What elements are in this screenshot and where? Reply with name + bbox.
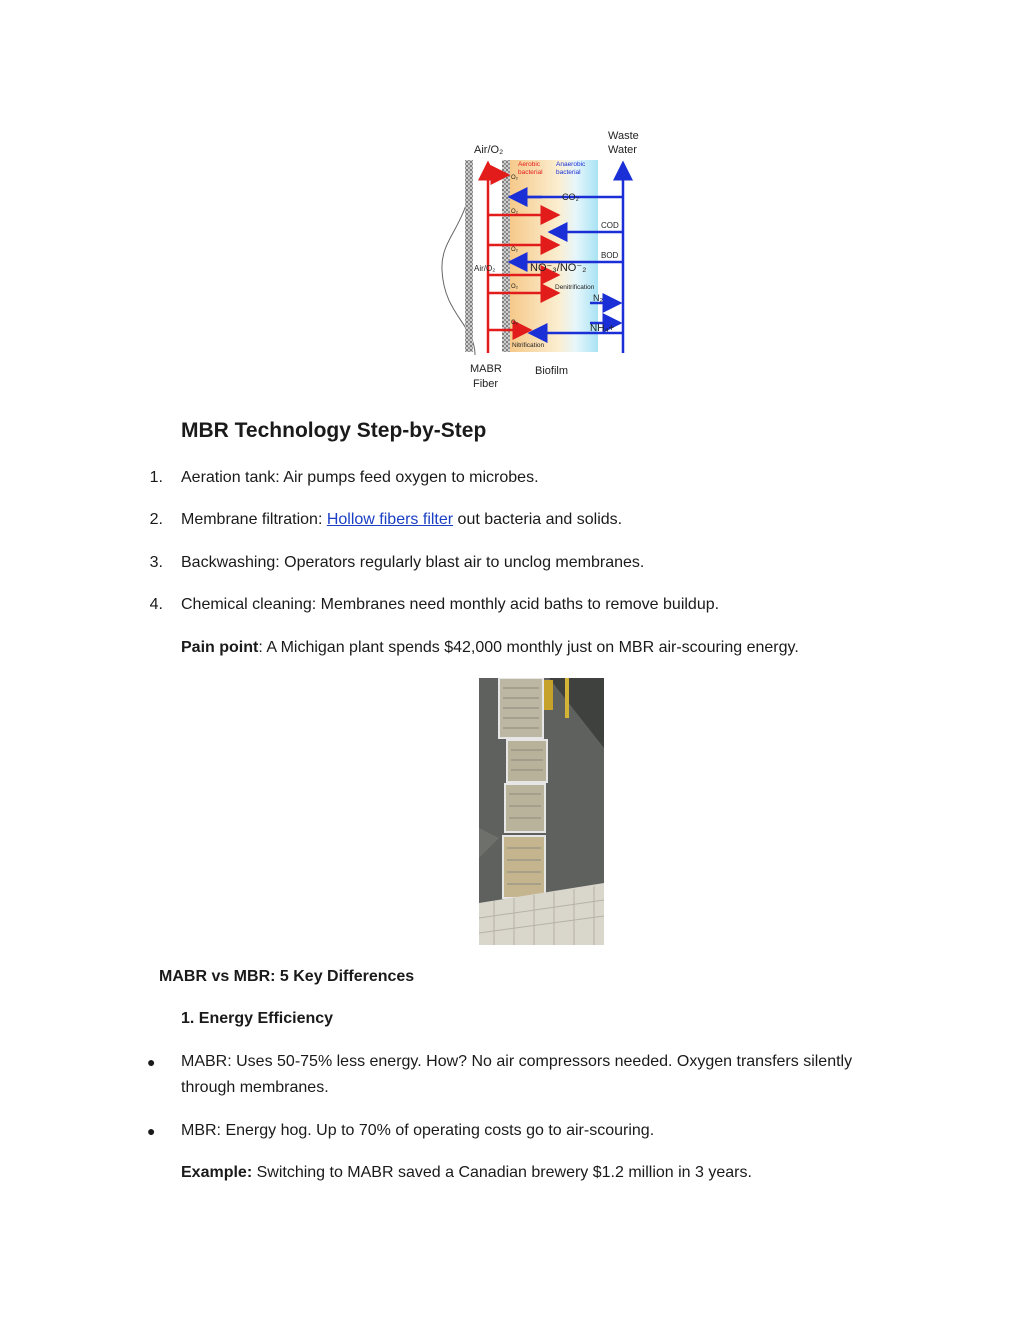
step-number: 2. bbox=[149, 511, 163, 528]
nitrification-label: Nitrification bbox=[512, 342, 545, 349]
step-text: Aeration tank: Air pumps feed oxygen to microbes. bbox=[181, 469, 539, 486]
example-label: Example: bbox=[181, 1164, 253, 1181]
step-number: 3. bbox=[149, 554, 163, 571]
denitrification-label: Denitrification bbox=[555, 284, 595, 291]
biofilm-label: Biofilm bbox=[535, 365, 569, 377]
svg-text:O₂: O₂ bbox=[511, 247, 518, 253]
svg-text:O₂: O₂ bbox=[511, 209, 518, 215]
fiber-label: Fiber bbox=[473, 378, 499, 390]
svg-text:O₂: O₂ bbox=[511, 320, 518, 326]
cod-label: COD bbox=[601, 221, 619, 230]
pain-point: Pain point: A Michigan plant spends $42,000 monthly just on MBR air-scouring energy. bbox=[181, 639, 799, 656]
subsection-title: 1. Energy Efficiency bbox=[181, 1010, 334, 1027]
svg-text:bacterial: bacterial bbox=[518, 169, 543, 176]
air-top-label: Air/O₂ bbox=[474, 144, 504, 156]
bullet-text: MABR: Uses 50-75% less energy. How? No air compressors needed. Oxygen transfers silently bbox=[181, 1053, 853, 1070]
hollow-fibers-link[interactable]: Hollow fibers filter bbox=[326, 511, 454, 528]
mbr-module-photo bbox=[479, 678, 604, 945]
step-number: 1. bbox=[149, 469, 163, 486]
co2-label: CO₂ bbox=[562, 192, 579, 202]
step-text: Backwashing: Operators regularly blast air to unclog membranes. bbox=[181, 554, 645, 571]
svg-text:bacterial: bacterial bbox=[556, 169, 581, 176]
svg-text:O₂: O₂ bbox=[511, 175, 518, 181]
water-label: Water bbox=[608, 144, 637, 156]
section-title-mbr: MBR Technology Step-by-Step bbox=[181, 419, 487, 442]
mabr-label: MABR bbox=[470, 363, 502, 375]
biofilm-band bbox=[510, 160, 598, 352]
bod-label: BOD bbox=[601, 251, 619, 260]
example-line: Example: Switching to MABR saved a Canadian brewery $1.2 million in 3 years. bbox=[181, 1164, 752, 1181]
n2-label: N₂ bbox=[593, 293, 603, 303]
svg-text:O₂: O₂ bbox=[511, 284, 518, 290]
step-number: 4. bbox=[149, 596, 163, 613]
mabr-diagram-svg bbox=[430, 125, 650, 395]
pain-point-label: Pain point bbox=[181, 639, 259, 656]
bullet-dot: ● bbox=[147, 1054, 156, 1070]
nh4-label: NH₄+ bbox=[590, 323, 615, 334]
aerobic-label: Aerobic bbox=[518, 161, 541, 168]
membrane-wall bbox=[502, 160, 510, 352]
mabr-diagram bbox=[430, 125, 650, 395]
waste-label: Waste bbox=[608, 130, 639, 142]
anaerobic-label: Anaerobic bbox=[556, 161, 586, 168]
step-text: Membrane filtration: Hollow fibers filter out bacteria and solids. bbox=[181, 511, 623, 528]
bullet-text-continued: through membranes. bbox=[181, 1079, 329, 1096]
section-title-comparison: MABR vs MBR: 5 Key Differences bbox=[159, 968, 415, 985]
air-mid-label: Air/O₂ bbox=[474, 264, 496, 273]
nitrate-label: NO⁻₃/NO⁻₂ bbox=[530, 262, 587, 274]
bullet-text: MBR: Energy hog. Up to 70% of operating costs go to air-scouring. bbox=[181, 1122, 655, 1139]
fiber-pattern bbox=[465, 160, 473, 352]
bullet-dot: ● bbox=[147, 1123, 156, 1139]
step-text: Chemical cleaning: Membranes need monthly acid baths to remove buildup. bbox=[181, 596, 720, 613]
